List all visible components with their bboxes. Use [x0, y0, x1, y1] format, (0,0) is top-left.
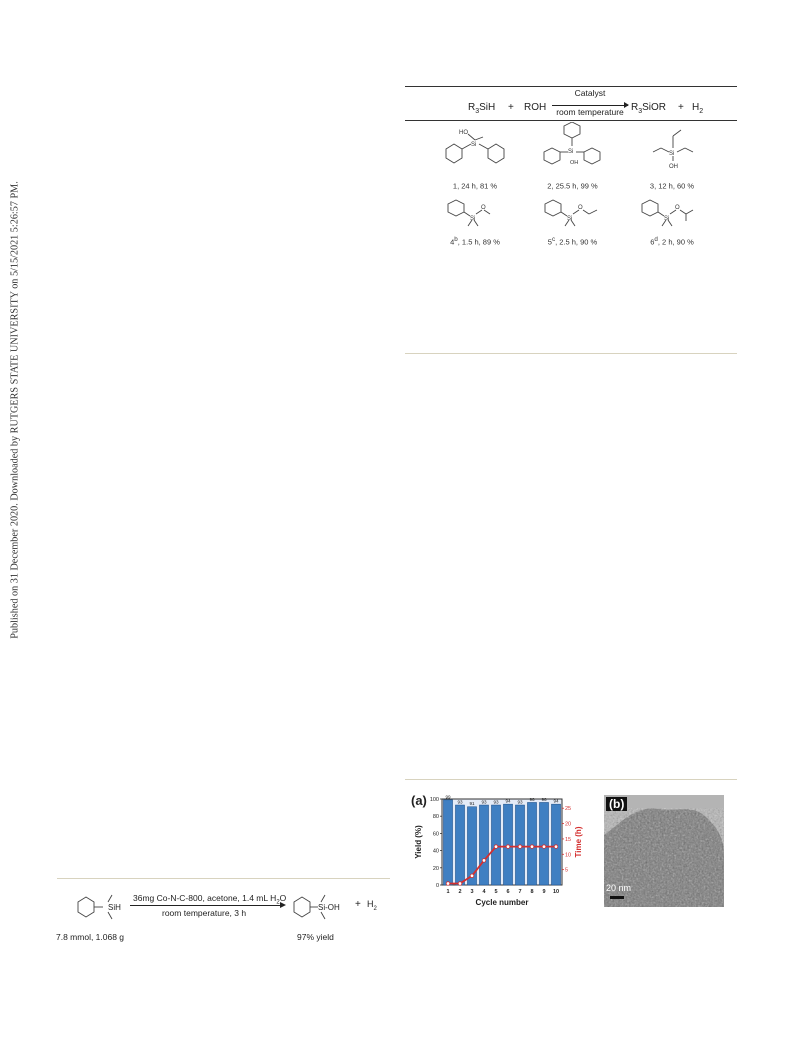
time-point	[482, 859, 486, 863]
product2: H	[692, 102, 700, 113]
scheme-plus: +	[355, 899, 361, 910]
scheme-arrowhead	[280, 902, 286, 908]
y-tick-label: 40	[432, 848, 439, 855]
bar-value-label: 93	[457, 799, 463, 805]
product-id: 2	[547, 181, 552, 191]
x-axis-label: Cycle number	[475, 898, 529, 907]
product-2-structure	[540, 122, 604, 174]
reactant1-sub: 3	[475, 108, 480, 115]
time-point	[458, 882, 462, 886]
product-info: , 12 h, 60 %	[654, 181, 695, 191]
product-1-structure	[440, 127, 510, 177]
time-point	[554, 845, 558, 849]
x-tick-label: 8	[530, 889, 534, 895]
bar-value-label: 91	[469, 801, 475, 807]
time-point	[470, 874, 474, 878]
scheme-conditions-top	[133, 893, 286, 906]
time-point	[446, 882, 450, 886]
x-tick-label: 5	[494, 889, 498, 895]
product1: R	[631, 102, 639, 113]
scheme-conditions-bottom: room temperature, 3 h	[162, 908, 247, 918]
product-1-label	[430, 180, 520, 191]
yield-bar	[467, 807, 476, 885]
scheme-h2	[367, 899, 377, 912]
bar-value-label: 94	[553, 798, 559, 804]
product-structure	[290, 890, 352, 926]
y2-axis-label: Time (h)	[574, 826, 583, 858]
h2-text: H	[367, 899, 374, 909]
yield-bar	[455, 805, 464, 885]
conditions-top-tail: O	[279, 893, 287, 903]
product-id: 4	[450, 237, 455, 247]
product-sup: d	[654, 236, 658, 243]
product-3-label	[627, 180, 717, 191]
table-bottom-rule	[405, 353, 737, 354]
table-header-rule	[405, 120, 737, 121]
oh-group: OH	[570, 160, 579, 166]
product-id: 3	[649, 181, 655, 191]
scheme-top-rule	[57, 878, 390, 879]
o-atom: O	[578, 205, 583, 211]
product1-sub: 3	[638, 108, 643, 115]
product-5-structure	[541, 196, 605, 234]
product-4-label	[430, 236, 520, 247]
product-4-structure	[444, 196, 508, 234]
reaction-equation	[468, 88, 708, 120]
y2-tick-label: 20	[565, 821, 572, 828]
o-atom: O	[481, 205, 486, 211]
plus-2: +	[678, 102, 684, 113]
product-info: , 2.5 h, 90 %	[555, 237, 598, 247]
reactant-amount: 7.8 mmol, 1.068 g	[56, 932, 125, 942]
sioh-label: Si-OH	[318, 903, 340, 912]
y-axis-label: Yield (%)	[414, 825, 423, 859]
y-tick-label: 60	[432, 831, 439, 838]
product-info: , 1.5 h, 89 %	[457, 237, 500, 247]
bar-value-label: 96	[541, 796, 547, 802]
si-atom: Si	[470, 216, 476, 222]
product-6-structure	[638, 196, 704, 234]
o-atom: O	[675, 205, 680, 211]
reactant2: ROH	[524, 102, 547, 113]
reagent-structure	[72, 890, 134, 926]
y2-tick-label: 5	[565, 867, 569, 874]
y-tick-label: 80	[432, 814, 439, 821]
si-atom: Si	[568, 149, 574, 155]
product1-tail: SiOR	[642, 102, 667, 113]
time-point	[518, 845, 522, 849]
arrow-top-label: Catalyst	[574, 88, 606, 98]
sih-label: SiH	[108, 903, 121, 912]
x-tick-label: 7	[518, 889, 522, 895]
bar-value-label: 93	[493, 799, 499, 805]
panel-b-tag: (b)	[606, 797, 627, 811]
product-3-structure	[647, 124, 697, 174]
yield-bar	[527, 802, 536, 885]
time-point	[542, 845, 546, 849]
bar-value-label: 94	[505, 798, 511, 804]
time-point	[494, 845, 498, 849]
y-tick-label: 100	[429, 797, 439, 803]
product-sup: c	[551, 236, 556, 243]
tem-image	[604, 795, 724, 907]
product-2-label	[525, 180, 620, 191]
product-5-label	[525, 236, 620, 247]
product-id: 6	[650, 237, 655, 247]
conditions-top-sub: 2	[276, 899, 280, 906]
y-tick-label: 0	[435, 883, 439, 889]
si-atom: Si	[669, 151, 675, 157]
x-tick-label: 1	[446, 889, 450, 895]
yield-bar	[539, 802, 548, 885]
yield-bar	[479, 805, 488, 885]
bar-value-label: 99	[445, 795, 451, 800]
download-notice: Published on 31 December 2020. Downloaded by RUTGERS STATE UNIVERSITY on 5/15/2021 5:26:57 PM.	[9, 181, 21, 639]
h2-sub: 2	[373, 905, 377, 912]
bar-value-label: 93	[481, 799, 487, 805]
product-info: , 24 h, 81 %	[457, 181, 498, 191]
product-6-label	[627, 236, 717, 247]
x-tick-label: 9	[542, 889, 546, 895]
product2-sub: 2	[699, 108, 704, 115]
figure-top-rule	[405, 779, 737, 780]
time-point	[530, 845, 534, 849]
cycle-chart	[410, 795, 585, 910]
y2-tick-label: 25	[565, 806, 572, 813]
reactant1: R	[468, 102, 476, 113]
ho-group: HO	[459, 130, 468, 136]
conditions-top-text: 36mg Co-N-C-800, acetone, 1.4 mL H	[133, 893, 277, 903]
product-info: , 25.5 h, 99 %	[551, 181, 598, 191]
plus-1: +	[508, 102, 514, 113]
scale-bar	[610, 896, 624, 899]
si-atom: Si	[567, 216, 573, 222]
bar-value-label: 93	[517, 799, 523, 805]
x-tick-label: 4	[482, 889, 486, 895]
reactant1-tail: SiH	[479, 102, 496, 113]
x-tick-label: 3	[470, 889, 474, 895]
scheme-arrow	[130, 905, 282, 906]
si-atom: Si	[664, 216, 670, 222]
arrow-bottom-label: room temperature	[556, 107, 624, 117]
x-tick-label: 2	[458, 889, 462, 895]
product-sup: b	[454, 236, 458, 243]
x-tick-label: 10	[552, 889, 560, 895]
panel-a-tag: (a)	[411, 793, 427, 808]
time-point	[506, 845, 510, 849]
product-yield: 97% yield	[297, 932, 334, 942]
y2-tick-label: 10	[565, 852, 572, 859]
download-sidebar	[4, 155, 26, 665]
si-atom: Si	[471, 142, 477, 148]
product-info: , 2 h, 90 %	[657, 237, 694, 247]
table-top-rule	[405, 86, 737, 87]
product-id: 1	[452, 181, 458, 191]
yield-bar	[443, 800, 452, 885]
y-tick-label: 20	[432, 865, 439, 872]
x-tick-label: 6	[506, 889, 510, 895]
oh-group: OH	[669, 164, 678, 170]
bar-value-label: 96	[529, 796, 535, 802]
y2-tick-label: 15	[565, 836, 572, 843]
reaction-arrow	[552, 105, 628, 106]
product-id: 5	[547, 237, 552, 247]
scale-bar-label: 20 nm	[606, 883, 632, 893]
